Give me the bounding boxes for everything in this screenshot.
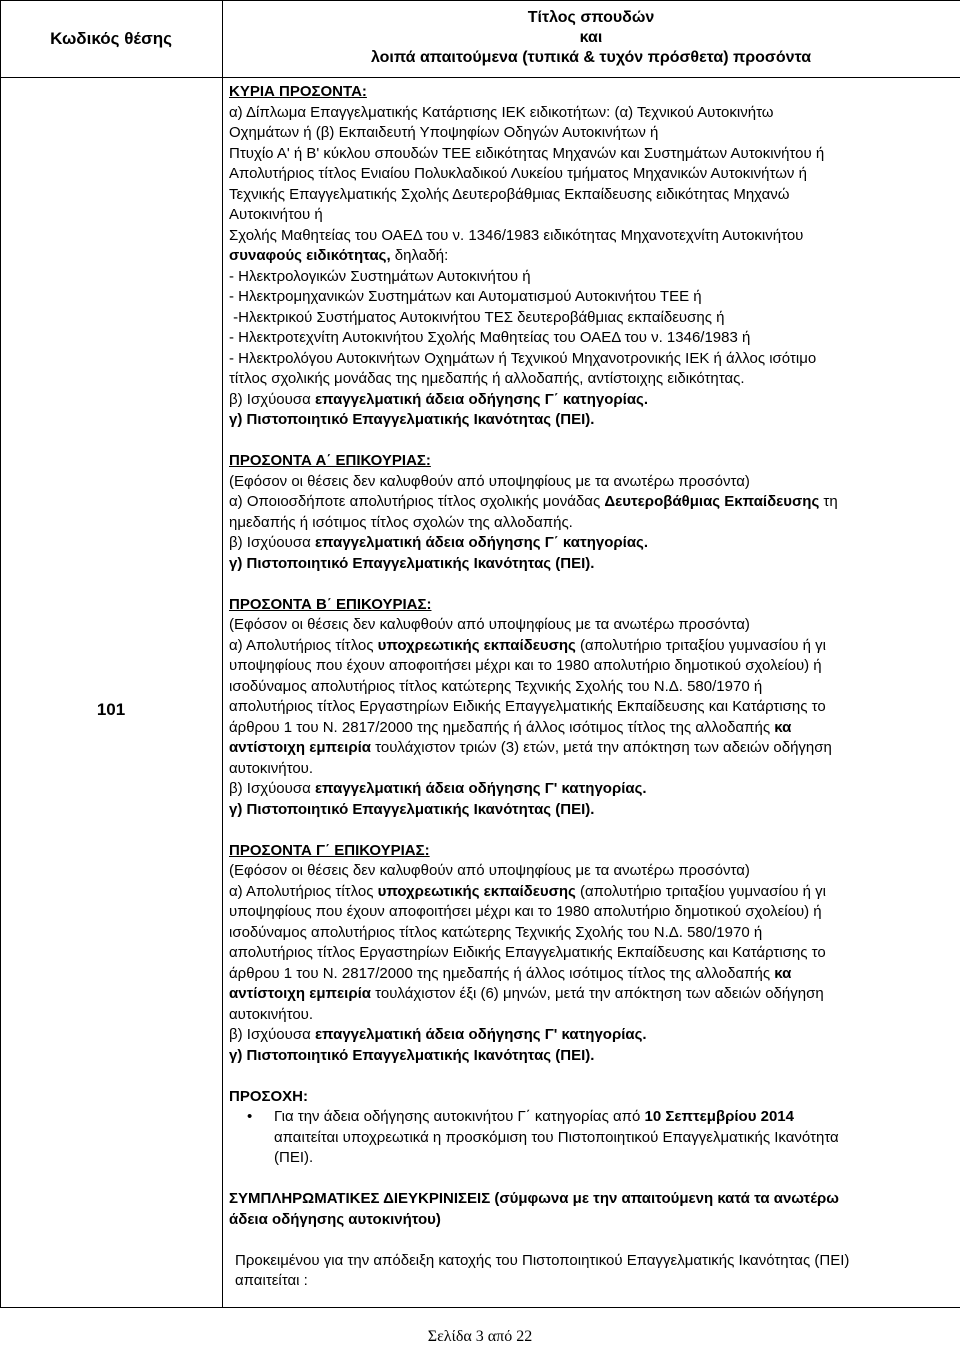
main-line: - Ηλεκτρολόγου Αυτοκινήτων Οχημάτων ή Τεχνικού Μηχανοτρονικής ΙΕΚ ή άλλος ισότιμο: [229, 349, 817, 367]
sec-c-prefix: α) Απολυτήριος τίτλος: [229, 882, 378, 900]
proof-line: απαιτείται :: [235, 1272, 308, 1289]
sec-a-line: ημεδαπής ή ισότιμος τίτλος σχολών της αλλοδαπής.: [229, 513, 573, 531]
sec-b-prefix: α) Απολυτήριος τίτλος: [229, 636, 378, 654]
license-prefix: β) Ισχύουσα: [229, 534, 315, 551]
attention-bullet-item: [229, 1107, 960, 1128]
header-qualifications: [222, 8, 960, 68]
sec-b-line: [229, 718, 960, 739]
main-line: τίτλος σχολικής μονάδας της ημεδαπής ή αλλοδαπής, αντίστοιχης ειδικότητας.: [229, 370, 745, 387]
sec-a-prefix: α) Οποιοσδήποτε απολυτήριος τίτλος σχολικής μονάδας: [229, 493, 605, 510]
header-line: και: [579, 29, 603, 46]
spacer: [229, 820, 960, 841]
table-border-bottom: [0, 1307, 960, 1308]
attention-line: απαιτείται υποχρεωτικά η προσκόμιση του Πιστοποιητικού Επαγγελματικής Ικανότητα: [274, 1128, 839, 1146]
sec-a-title: ΠΡΟΣΟΝΤΑ Α΄ ΕΠΙΚΟΥΡΙΑΣ:: [229, 452, 431, 469]
main-title: ΚΥΡΙΑ ΠΡΟΣΟΝΤΑ:: [229, 83, 367, 100]
main-certificate-line: γ) Πιστοποιητικό Επαγγελματικής Ικανότητας (ΠΕΙ).: [229, 411, 595, 428]
license-bold: επαγγελματική άδεια οδήγησης Γ΄ κατηγορίας.: [314, 390, 649, 408]
supplementary-subtitle: άδεια οδήγησης αυτοκινήτου): [229, 1210, 441, 1228]
header-line: λοιπά απαιτούμενα (τυπικά & τυχόν πρόσθετα) προσόντα: [370, 49, 812, 66]
related-bold: συναφούς ειδικότητας,: [229, 247, 391, 264]
license-prefix: β) Ισχύουσα: [229, 390, 315, 408]
main-line: Οχημάτων ή (β) Εκπαιδευτή Υποψηφίων Οδηγών Αυτοκινήτων ή: [229, 124, 659, 141]
attention-line: (ΠΕΙ).: [274, 1149, 314, 1166]
spacer: [229, 1066, 960, 1087]
sec-b-license-line: [229, 779, 960, 800]
page-number: Σελίδα 3 από 22: [427, 1328, 533, 1345]
sec-c-title: ΠΡΟΣΟΝΤΑ Γ΄ ΕΠΙΚΟΥΡΙΑΣ:: [229, 841, 430, 859]
sec-a-suffix: τη: [819, 493, 838, 510]
sec-c-line: [229, 964, 960, 985]
sec-c-line4-bold: κα: [770, 964, 792, 982]
main-line: -Ηλεκτρικού Συστήματος Αυτοκινήτου ΤΕΣ δευτεροβάθμιας εκπαίδευσης ή: [229, 308, 725, 326]
sec-c-license-line: [229, 1025, 960, 1046]
experience-rest: τουλάχιστον τριών (3) ετών, μετά την απόκτηση των αδειών οδήγηση: [371, 739, 832, 756]
position-code: 101: [96, 700, 126, 719]
sec-c-line: ισοδύναμος απολυτήριος τίτλος κατώτερης Τεχνικής Σχολής του Ν.Δ. 580/1970 ή: [229, 923, 763, 941]
license-bold: επαγγελματική άδεια οδήγησης Γ' κατηγορίας.: [314, 780, 647, 797]
experience-bold: αντίστοιχη εμπειρία: [229, 739, 371, 756]
main-line: Σχολής Μαθητείας του ΟΑΕΔ του ν. 1346/1983 ειδικότητας Μηχανοτεχνίτη Αυτοκινήτου: [229, 226, 804, 244]
sec-b-line: ισοδύναμος απολυτήριος τίτλος κατώτερης Τεχνικής Σχολής του Ν.Δ. 580/1970 ή: [229, 677, 763, 695]
table-border-left: [0, 0, 1, 1308]
spacer: [229, 1230, 960, 1251]
sec-b-line: απολυτήριος τίτλος Εργαστηρίων Ειδικής Επαγγελματικής Εκπαίδευσης και Κατάρτισης το: [229, 698, 826, 715]
main-line: Απολυτήριος τίτλος Ενιαίου Πολυκλαδικού Λυκείου τμήματος Μηχανικών Αυτοκινήτων ή: [229, 165, 807, 182]
attention-date: 10 Σεπτεμβρίου 2014: [644, 1108, 794, 1125]
sec-c-suffix: (απολυτήριο τριταξίου γυμνασίου ή γι: [575, 882, 826, 900]
main-line: Πτυχίο Α' ή Β' κύκλου σπουδών ΤΕΕ ειδικότητας Μηχανών και Συστημάτων Αυτοκινήτου ή: [229, 144, 825, 162]
sec-c-line4: άρθρου 1 του Ν. 2817/2000 της ημεδαπής ή άλλος ισότιμος τίτλος της αλλοδαπής: [229, 964, 771, 982]
header-line: Τίτλος σπουδών: [527, 9, 655, 26]
main-related-line: [229, 246, 960, 267]
bullet-icon: •: [247, 1108, 253, 1125]
related-rest: δηλαδή:: [390, 247, 449, 264]
license-bold: επαγγελματική άδεια οδήγησης Γ' κατηγορίας.: [314, 1026, 647, 1043]
sec-c-certificate-line: γ) Πιστοποιητικό Επαγγελματικής Ικανότητας (ΠΕΙ).: [229, 1046, 595, 1064]
header-position-code: Κωδικός θέσης: [50, 28, 172, 48]
attention-prefix: Για την άδεια οδήγησης αυτοκινήτου Γ΄ κατηγορίας από: [274, 1108, 645, 1125]
sec-b-line4-bold: κα: [770, 718, 792, 736]
attention-title: ΠΡΟΣΟΧΗ:: [229, 1087, 309, 1105]
spacer: [229, 431, 960, 452]
main-line: - Ηλεκτρολογικών Συστημάτων Αυτοκινήτου ή: [229, 267, 531, 285]
proof-line: Προκειμένου για την απόδειξη κατοχής του Πιστοποιητικού Επαγγελματικής Ικανότητας (ΠΕΙ): [235, 1251, 850, 1269]
sec-b-note: (Εφόσον οι θέσεις δεν καλυφθούν από υποψηφίους με τα ανωτέρω προσόντα): [229, 616, 750, 633]
qualifications-content: [229, 82, 960, 1292]
sec-a-line: [229, 492, 960, 513]
spacer: [229, 1169, 960, 1190]
main-line: - Ηλεκτρομηχανικών Συστημάτων και Αυτοματισμού Αυτοκινήτου ΤΕΕ ή: [229, 288, 702, 305]
main-line: Τεχνικής Επαγγελματικής Σχολής Δευτεροβάθμιας Εκπαίδευσης ειδικότητας Μηχανώ: [229, 185, 790, 203]
main-license-line: [229, 390, 960, 411]
sec-b-line: αυτοκινήτου.: [229, 759, 314, 777]
sec-b-line4: άρθρου 1 του Ν. 2817/2000 της ημεδαπής ή άλλος ισότιμος τίτλος της αλλοδαπής: [229, 718, 771, 736]
sec-c-line: [229, 882, 960, 903]
main-line: - Ηλεκτροτεχνίτη Αυτοκινήτου Σχολής Μαθητείας του ΟΑΕΔ του ν. 1346/1983 ή: [229, 329, 751, 346]
main-line: Αυτοκινήτου ή: [229, 206, 323, 223]
column-divider: [222, 0, 223, 1308]
sec-b-certificate-line: γ) Πιστοποιητικό Επαγγελματικής Ικανότητας (ΠΕΙ).: [229, 800, 595, 818]
sec-c-line: υποψηφίους που έχουν αποφοιτήσει μέχρι και το 1980 απολυτήριο δημοτικού σχολείου) ή: [229, 903, 822, 920]
sec-c-line: αυτοκινήτου.: [229, 1005, 314, 1023]
sec-c-line: απολυτήριος τίτλος Εργαστηρίων Ειδικής Επαγγελματικής Εκπαίδευσης και Κατάρτισης το: [229, 944, 826, 961]
supplementary-title: ΣΥΜΠΛΗΡΩΜΑΤΙΚΕΣ ΔΙΕΥΚΡΙΝΙΣΕΙΣ (σύμφωνα με την απαιτούμενη κατά τα ανωτέρω: [229, 1190, 839, 1207]
sec-c-experience-line: [229, 984, 960, 1005]
main-line: α) Δίπλωμα Επαγγελματικής Κατάρτισης ΙΕΚ ειδικοτήτων: (α) Τεχνικού Αυτοκινήτω: [229, 103, 774, 121]
sec-c-note: (Εφόσον οι θέσεις δεν καλυφθούν από υποψηφίους με τα ανωτέρω προσόντα): [229, 862, 750, 879]
sec-b-bold: υποχρεωτικής εκπαίδευσης: [377, 636, 576, 654]
sec-a-certificate-line: γ) Πιστοποιητικό Επαγγελματικής Ικανότητας (ΠΕΙ).: [229, 554, 595, 572]
sec-b-line: υποψηφίους που έχουν αποφοιτήσει μέχρι και το 1980 απολυτήριο δημοτικού σχολείου) ή: [229, 657, 822, 674]
sec-a-license-line: [229, 533, 960, 554]
sec-b-line: [229, 636, 960, 657]
license-bold: επαγγελματική άδεια οδήγησης Γ΄ κατηγορίας.: [314, 534, 649, 551]
experience-bold: αντίστοιχη εμπειρία: [229, 985, 371, 1002]
license-prefix: β) Ισχύουσα: [229, 1026, 315, 1043]
sec-c-bold: υποχρεωτικής εκπαίδευσης: [377, 882, 576, 900]
header-divider: [0, 77, 960, 78]
sec-a-bold: Δευτεροβάθμιας Εκπαίδευσης: [604, 493, 820, 510]
sec-b-title: ΠΡΟΣΟΝΤΑ Β΄ ΕΠΙΚΟΥΡΙΑΣ:: [229, 595, 432, 613]
license-prefix: β) Ισχύουσα: [229, 780, 315, 797]
sec-b-experience-line: [229, 738, 960, 759]
sec-b-suffix: (απολυτήριο τριταξίου γυμνασίου ή γι: [575, 636, 826, 654]
spacer: [229, 574, 960, 595]
experience-rest: τουλάχιστον έξι (6) μηνών, μετά την απόκτηση των αδειών οδήγηση: [371, 985, 824, 1002]
sec-a-note: (Εφόσον οι θέσεις δεν καλυφθούν από υποψηφίους με τα ανωτέρω προσόντα): [229, 472, 750, 490]
